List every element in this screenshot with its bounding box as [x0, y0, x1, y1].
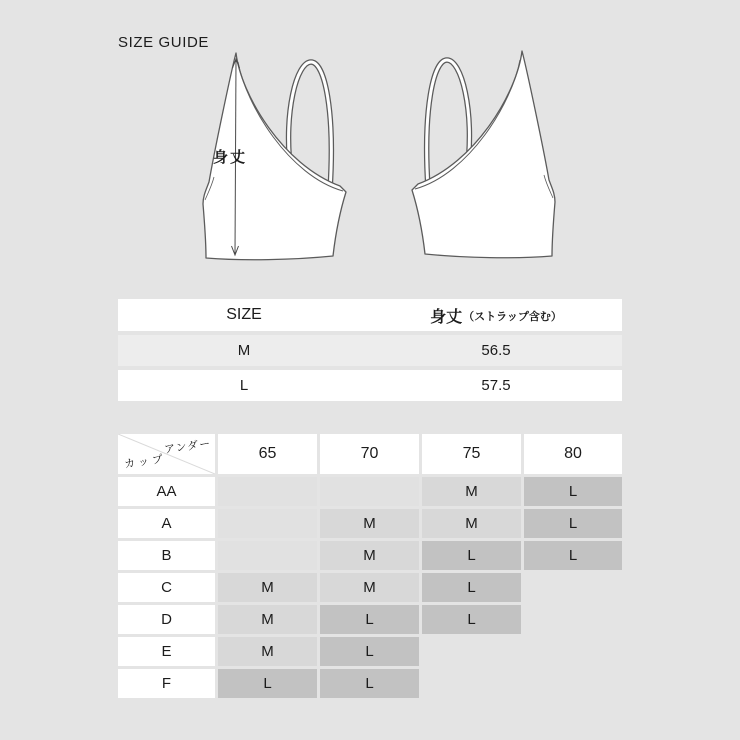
- cup-size-cell: [524, 605, 622, 634]
- under-size-header: 80: [524, 434, 622, 474]
- cup-row-label: C: [118, 573, 215, 602]
- cup-size-cell: [524, 573, 622, 602]
- size-cell: M: [237, 342, 251, 359]
- cup-size-cell: L: [218, 669, 317, 698]
- cup-size-cell: [422, 637, 521, 666]
- size-table: [118, 299, 622, 401]
- cup-size-cell: L: [320, 637, 419, 666]
- garment-front-illustration: [183, 50, 373, 285]
- cup-row-label: AA: [118, 477, 215, 506]
- size-table-row: [118, 370, 622, 401]
- size-column-header: SIZE: [226, 306, 262, 323]
- cup-label: カップ: [123, 453, 167, 471]
- under-label: アンダー: [163, 437, 212, 457]
- cup-row-label: D: [118, 605, 215, 634]
- cup-size-cell: L: [524, 541, 622, 570]
- cup-size-cell: L: [320, 669, 419, 698]
- cup-size-cell: M: [320, 541, 419, 570]
- page-title: SIZE GUIDE: [118, 34, 210, 51]
- cup-row-label: B: [118, 541, 215, 570]
- cup-size-cell: [218, 541, 317, 570]
- cup-size-cell: [320, 477, 419, 506]
- size-table-header-row: [118, 299, 622, 331]
- length-cell: 57.5: [481, 377, 511, 394]
- under-size-header: 65: [218, 434, 317, 474]
- cup-size-cell: M: [320, 509, 419, 538]
- size-table-row: [118, 335, 622, 366]
- cup-size-cell: M: [320, 573, 419, 602]
- under-size-header: 70: [320, 434, 419, 474]
- under-size-header: 75: [422, 434, 521, 474]
- cup-size-cell: L: [524, 477, 622, 506]
- cup-size-cell: L: [422, 605, 521, 634]
- cup-size-cell: M: [422, 477, 521, 506]
- cup-size-cell: L: [320, 605, 419, 634]
- cup-size-cell: M: [218, 605, 317, 634]
- cup-size-cell: [422, 669, 521, 698]
- cup-row-label: F: [118, 669, 215, 698]
- cup-size-cell: L: [422, 573, 521, 602]
- corner-cell: [118, 434, 215, 474]
- length-column-note: （ストラップ含む）: [463, 311, 562, 323]
- cup-size-cell: [524, 637, 622, 666]
- cup-row-label: A: [118, 509, 215, 538]
- cup-size-table: [118, 434, 622, 698]
- cup-size-cell: [218, 477, 317, 506]
- size-cell: L: [239, 377, 249, 394]
- garment-back-illustration: [385, 48, 575, 283]
- cup-size-cell: M: [422, 509, 521, 538]
- cup-size-cell: M: [218, 637, 317, 666]
- cup-row-label: E: [118, 637, 215, 666]
- body-length-label: 身丈: [213, 149, 248, 166]
- cup-size-cell: L: [422, 541, 521, 570]
- cup-size-cell: [524, 669, 622, 698]
- cup-size-cell: M: [218, 573, 317, 602]
- cup-size-cell: L: [524, 509, 622, 538]
- length-column-header: 身丈: [430, 308, 463, 326]
- cup-size-cell: [218, 509, 317, 538]
- size-table-body: [118, 335, 622, 401]
- length-cell: 56.5: [481, 342, 511, 359]
